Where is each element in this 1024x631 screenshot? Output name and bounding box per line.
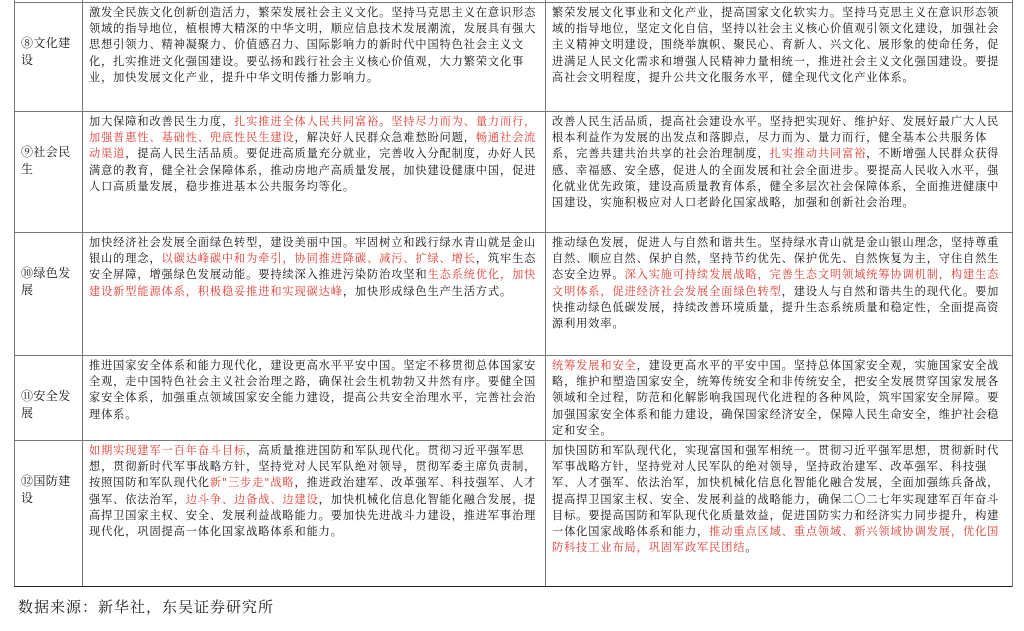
highlighted-text: 畅通社会流动渠道 — [89, 131, 537, 161]
text-segment: ，不断增强人民群众获得感、幸福感、安全感，促进人的全面发展和社会全面进步。要提高人民收入水平，强化就业优先政策，建设高质量教育体系，健全多层次社会保障体系，全面推进健康中国建设，实施积极应对人口老龄化国家战略，加强和创新社会治理。 — [552, 147, 1000, 210]
left-text-cell — [83, 3, 546, 112]
highlighted-text: 边斗争、边备战、边建设 — [185, 492, 319, 506]
category-label: ⑩绿色发展 — [21, 266, 71, 297]
category-cell — [15, 356, 83, 441]
text-segment: ，加快形成绿色生产生活方式。 — [342, 284, 513, 298]
left-text-cell — [83, 233, 546, 356]
comparison-table — [14, 0, 1013, 587]
category-cell — [15, 233, 83, 356]
table-row — [15, 441, 1013, 587]
text-segment: ，建设更高水平的平安中国。坚持总体国家安全观，实施国家安全战略，维护和塑造国家安全，统筹传统安全和非传统安全，把安全发展贯穿国家发展各领域和全过程，防范和化解影响我国现代化进程的各种风险，筑牢国家安全屏障。要加强国家安全体系和能力建设，确保国家经济安全，保障人民生命安全，维护社会稳定和安全。 — [552, 359, 1000, 437]
highlighted-text: 扎实推进全体人民共同富裕 — [234, 115, 380, 128]
category-label: ⑫国防建设 — [21, 474, 71, 506]
data-source-note: 数据来源：新华社，东吴证券研究所 — [18, 598, 275, 616]
text-segment: 加快经济社会发展全面绿色转型，建设美丽中国。牢固树立和践行绿水青山就是金山银山的理念， — [89, 236, 537, 266]
text-segment: ，推进政治建军、改革强军、科技强军、人才强军、依法治军， — [89, 476, 537, 506]
text-segment: 。 — [379, 115, 392, 128]
highlighted-text: 以碳达峰碳中和为牵引，协同推进降碳、减污、扩绿、增长 — [161, 252, 476, 266]
left-text-cell — [83, 441, 546, 587]
text-segment: ，高质量推进国防和军队现代化。贯彻习近平强军思想，贯彻新时代军事战略方针，坚持党对人民军队绝对领导，贯彻军委主席负责制，按照国防和军队现代化 — [89, 444, 537, 490]
footer-rule — [14, 586, 1012, 587]
category-cell — [15, 441, 83, 587]
table-row — [15, 112, 1013, 233]
text-segment: 推动绿色发展，促进人与自然和谐共生。坚持绿水青山就是金山银山理念，坚持尊重自然、顺应自然、保护自然，坚持节约优先、保护优先、自然恢复为主，守住自然生态安全边界。 — [552, 236, 1000, 282]
text-segment: 繁荣发展文化事业和文化产业，提高国家文化软实力。坚持马克思主义在意识形态领域的指导地位，坚定文化自信，坚持以社会主义核心价值观引领文化建设，加强社会主义精神文明建设，围绕举旗帜、聚民心、育新人、兴文化、展形象的使命任务，促进满足人民文化需求和增强人民精神力量相统一，推进社会主义文化强国建设。要提高社会文明程度，提升公共文化服务水平，健全现代文化产业体系。 — [552, 6, 1000, 84]
right-text-cell — [546, 233, 1013, 356]
left-text-cell — [83, 112, 546, 233]
category-cell — [15, 3, 83, 112]
category-cell — [15, 112, 83, 233]
right-text-cell — [546, 441, 1013, 587]
highlighted-text: 深入实施可持续发展战略，完善生态文明领域统筹协调机制，构建生态文明体系，促进经济社会发展全面绿色转型 — [552, 268, 1000, 298]
table-body — [15, 0, 1013, 587]
highlighted-text: 统筹发展和安全 — [552, 359, 637, 372]
highlighted-text: 推动重点区域、重点领域、新兴领域协调发展，优化国防科技工业布局，巩固军政军民团结 — [552, 525, 1000, 555]
text-segment: ，加快机械化信息化智能化融合发展，提高捍卫国家主权、安全、发展利益战略能力。要加快先进战斗力建设，推进军事治理现代化，巩固提高一体化国家战略体系和能力。 — [89, 492, 537, 539]
highlighted-text: 坚持尽力而为、量力而行，加强普惠性、基础性、兜底性民生建设 — [89, 115, 537, 145]
right-text-cell — [546, 3, 1013, 112]
text-segment: 改善人民生活品质，提高社会建设水平。坚持把实现好、维护好、发展好最广大人民根本利益作为发展的出发点和落脚点，尽力而为、量力而行，健全基本公共服务体系，完善共建共治共享的社会治理制度， — [552, 115, 1000, 161]
right-text-cell — [546, 356, 1013, 441]
text-segment: ，解决好人民群众急难愁盼问题， — [294, 131, 476, 145]
table-row — [15, 356, 1013, 441]
right-text-cell — [546, 112, 1013, 233]
text-segment: 推进国家安全体系和能力现代化，建设更高水平平安中国。坚定不移贯彻总体国家安全观，走中国特色社会主义社会治理之路，确保社会生机勃勃又井然有序。要健全国家安全体系，加强重点领域国家安全能力建设，提高公共安全治理水平，完善社会治理体系。 — [89, 359, 537, 421]
text-segment: ，提高人民生活品质。要促进高质量充分就业，完善收入分配制度，办好人民满意的教育，健全社会保障体系，推动房地产高质量发展，加快建设健康中国，促进人口高质量发展，稳步推进基本公共服务均等化。 — [89, 147, 537, 193]
highlighted-text: 如期实现建军一百年奋斗目标 — [89, 444, 247, 458]
text-segment: 加大保障和改善民生力度， — [89, 115, 235, 128]
text-segment: ，筑牢生态安全屏障，增强绿色发展动能。要持续深入推进污染防治攻坚和 — [89, 252, 537, 282]
highlighted-text: 生态系统优化，加快建设新型能源体系，积极稳妥推进和实现碳达峰 — [89, 268, 537, 298]
left-text-cell — [83, 356, 546, 441]
highlighted-text: 新"三步走"战略 — [209, 476, 295, 490]
category-label: ⑨社会民生 — [21, 145, 71, 176]
table-row — [15, 3, 1013, 112]
text-segment: ，建设人与自然和谐共生的现代化。要加快推动绿色低碳发展，持续改善环境质量，提升生态系统质量和稳定性，全面提高资源利用效率。 — [552, 284, 1000, 331]
category-label: ⑧文化建设 — [21, 36, 71, 67]
text-segment: 加快国防和军队现代化，实现富国和强军相统一。贯彻习近平强军思想，贯彻新时代军事战略方针，坚持党对人民军队的绝对领导，坚持政治建军、改革强军、科技强军、人才强军、依法治军，加快机械化信息化智能化融合发展，全面加强练兵备战，提高捍卫国家主权、安全、发展利益的战略能力，确保二〇二七年实现建军百年奋斗目标。要提高国防和军队现代化质量效益，促进国防实力和经济实力同步提升，构建一体化国家战略体系和能力， — [552, 444, 1000, 539]
table-row — [15, 233, 1013, 356]
category-label: ⑪安全发展 — [21, 389, 71, 420]
text-segment: 。 — [745, 541, 758, 555]
highlighted-text: 扎实推动共同富裕 — [769, 147, 867, 161]
text-segment: 激发全民族文化创新创造活力，繁荣发展社会主义文化。坚持马克思主义在意识形态领域的指导地位，植根博大精深的中华文明，顺应信息技术发展潮流，发展具有强大思想引领力、精神凝聚力、价值感召力、国际影响力的新时代中国特色社会主义文化，扎实推进文化强国建设。要弘扬和践行社会主义核心价值观，大力繁荣文化事业，加快发展文化产业，提升中华文明传播力影响力。 — [89, 6, 537, 84]
